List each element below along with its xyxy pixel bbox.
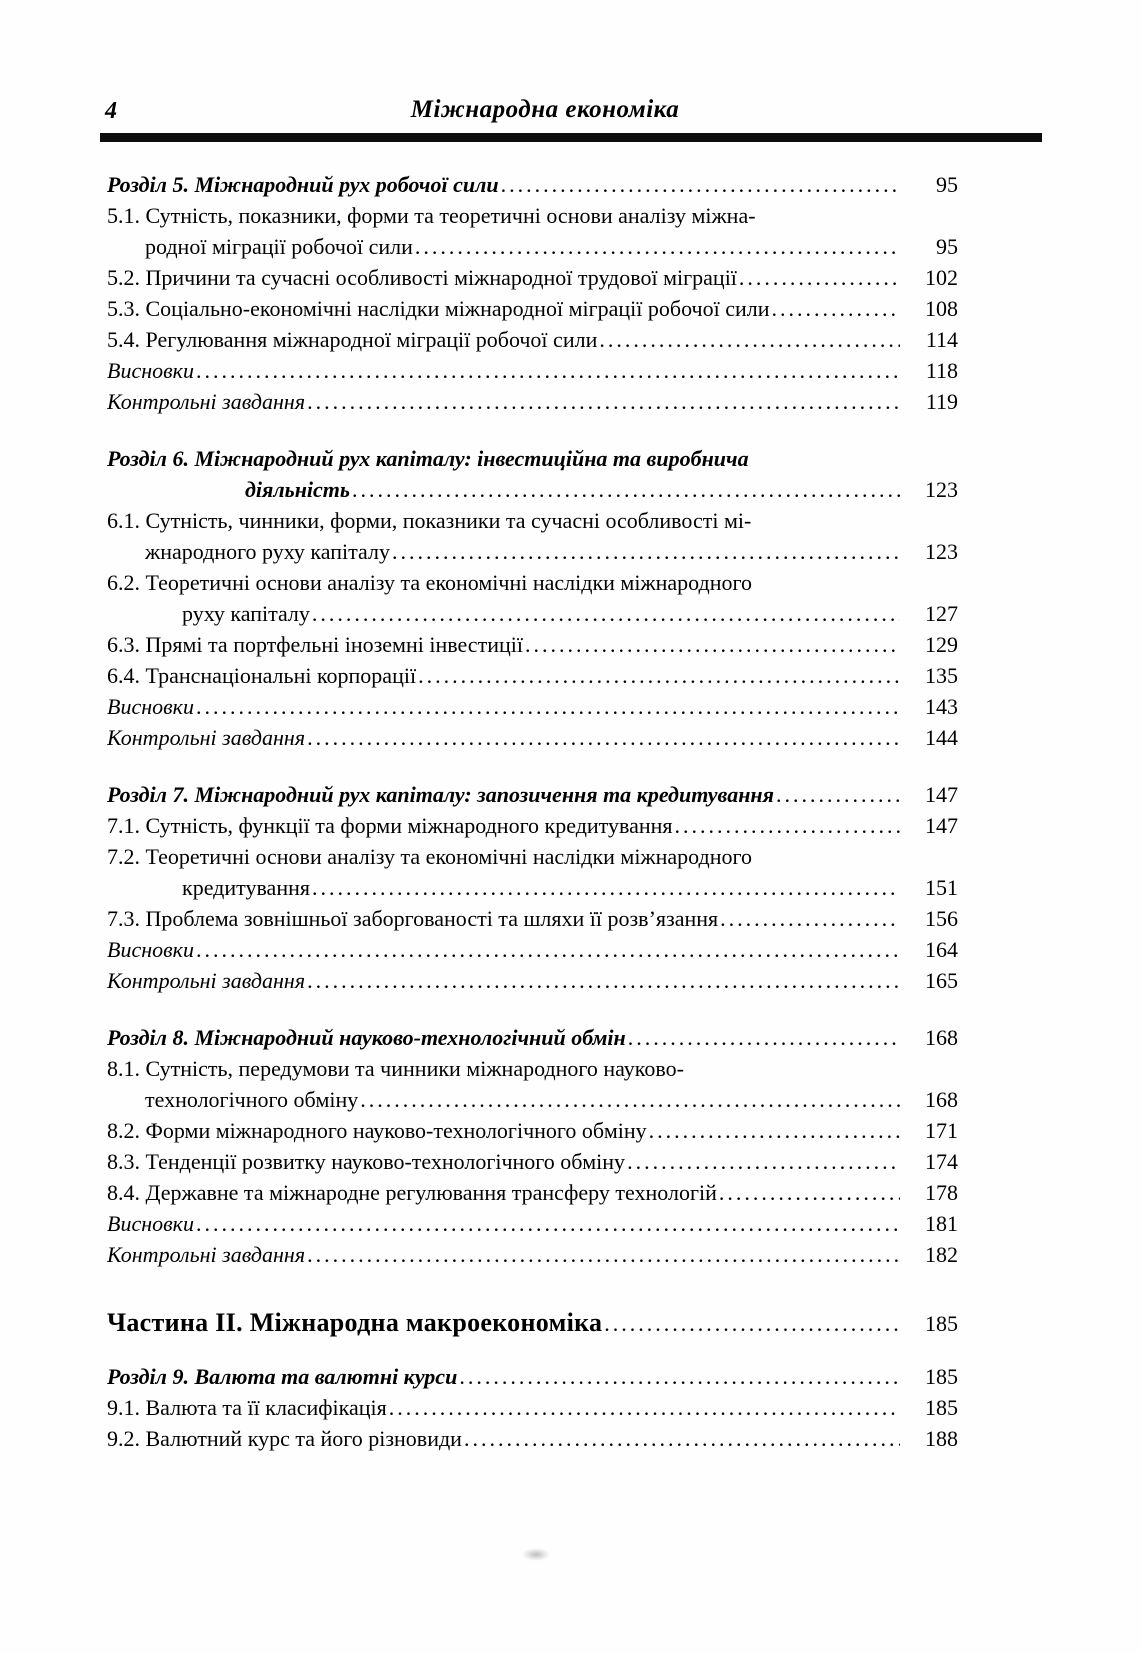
toc-line-text: 6.3. Прямі та портфельні іноземні інвестиції [107, 632, 523, 657]
toc-line [107, 1022, 958, 1053]
toc-line-text: Контрольні завдання [107, 1242, 306, 1267]
dot-leader [457, 1361, 900, 1392]
toc-page-number: 188 [925, 1426, 958, 1451]
toc-page-number: 143 [925, 694, 958, 719]
toc-line-text: 6.2. Теоретичні основи аналізу та економічні наслідки міжнародного [107, 570, 752, 595]
dot-leader [194, 691, 900, 722]
dot-leader [416, 660, 900, 691]
dot-leader [718, 903, 900, 934]
folio-page-number: 4 [105, 98, 117, 124]
toc-line [107, 1146, 958, 1177]
toc-line [107, 810, 958, 841]
toc-line [107, 1053, 958, 1084]
toc-line [107, 1208, 958, 1239]
toc-part-section [107, 1303, 958, 1344]
toc-line [107, 903, 958, 934]
toc-page-number: 102 [925, 265, 958, 290]
toc-page-number: 123 [925, 539, 958, 564]
toc-line [107, 293, 958, 324]
toc-page-number: 178 [925, 1180, 958, 1205]
toc-page-number: 156 [925, 906, 958, 931]
toc-page-number: 168 [925, 1087, 958, 1112]
toc-line-text: Частина II. Міжнародна макроекономіка [107, 1308, 603, 1337]
toc-line-text: Розділ 8. Міжнародний науково-технологічний обмін [107, 1025, 626, 1050]
toc [107, 169, 958, 1454]
toc-line [107, 474, 958, 505]
toc-chapter-section [107, 1022, 958, 1270]
toc-line-text: руху капіталу [182, 601, 310, 626]
toc-line-text: 8.3. Тенденції розвитку науково-технологічного обміну [107, 1149, 626, 1174]
toc-line [107, 505, 958, 536]
header-rule [100, 133, 1042, 142]
toc-line-text: кредитування [182, 875, 310, 900]
toc-page-number: 174 [925, 1149, 958, 1174]
dot-leader [625, 1146, 900, 1177]
toc-page-number: 164 [925, 937, 958, 962]
toc-line [107, 1239, 958, 1270]
toc-page-number: 182 [925, 1242, 958, 1267]
dot-leader [626, 1022, 900, 1053]
toc-line-text: 9.2. Валютний курс та його різновиди [107, 1426, 462, 1451]
toc-line-text: технологічного обміну [145, 1087, 359, 1112]
dot-leader [647, 1115, 900, 1146]
toc-line [107, 598, 958, 629]
toc-page-number: 123 [925, 477, 958, 502]
toc-line-text: Висновки [107, 1211, 194, 1236]
dot-leader [597, 324, 900, 355]
dot-leader [310, 872, 900, 903]
dot-leader [717, 1177, 900, 1208]
toc-page-number: 144 [925, 725, 958, 750]
toc-line-text: жнародного руху капіталу [145, 539, 390, 564]
toc-page-number: 147 [925, 782, 958, 807]
dot-leader [523, 629, 900, 660]
toc-line-text: 5.2. Причини та сучасні особливості міжнародної трудової міграції [107, 265, 737, 290]
toc-page-number: 95 [936, 172, 958, 197]
dot-leader [737, 262, 900, 293]
toc-chapter-section [107, 1361, 958, 1454]
toc-line [107, 841, 958, 872]
toc-line [107, 1392, 958, 1423]
toc-line-text: 7.3. Проблема зовнішньої заборгованості та шляхи її розв’язання [107, 906, 719, 931]
toc-chapter-section [107, 443, 958, 753]
toc-line-text: 8.1. Сутність, передумови та чинники міжнародного науково- [107, 1056, 684, 1081]
toc-line-text: 7.1. Сутність, функції та форми міжнародного кредитування [107, 813, 673, 838]
dot-leader [310, 598, 900, 629]
toc-line [107, 1423, 958, 1454]
toc-page-number: 185 [925, 1395, 958, 1420]
toc-page-number: 147 [925, 813, 958, 838]
toc-line [107, 169, 958, 200]
toc-line-text: 5.4. Регулювання міжнародної міграції робочої сили [107, 327, 598, 352]
toc-line [107, 231, 958, 262]
toc-page-number: 135 [925, 663, 958, 688]
toc-page-number: 127 [925, 601, 958, 626]
dot-leader [305, 965, 900, 996]
toc-line-text: 5.3. Соціально-економічні наслідки міжнародної міграції робочої сили [107, 296, 770, 321]
dot-leader [194, 934, 900, 965]
dot-leader [602, 1304, 900, 1344]
toc-line [107, 262, 958, 293]
page-header [100, 96, 990, 130]
dot-leader [462, 1423, 900, 1454]
toc-line [107, 443, 958, 474]
toc-line [107, 872, 958, 903]
toc-chapter-section [107, 779, 958, 996]
dot-leader [194, 355, 900, 386]
toc-page-number: 165 [925, 968, 958, 993]
toc-line [107, 1303, 958, 1344]
toc-line-text: родної міграції робочої сили [145, 234, 413, 259]
toc-line-text: 9.1. Валюта та її класифікація [107, 1395, 387, 1420]
toc-page-number: 185 [925, 1311, 958, 1336]
toc-line [107, 934, 958, 965]
toc-line-text: 8.4. Державне та міжнародне регулювання трансферу технологій [107, 1180, 717, 1205]
toc-page-number: 168 [925, 1025, 958, 1050]
toc-page-number: 108 [925, 296, 958, 321]
toc-line [107, 629, 958, 660]
toc-page-number: 129 [925, 632, 958, 657]
dot-leader [769, 293, 900, 324]
toc-line [107, 1177, 958, 1208]
toc-chapter-section [107, 169, 958, 417]
toc-line-text: Розділ 6. Міжнародний рух капіталу: інвестиційна та виробнича [107, 446, 749, 471]
dot-leader [499, 169, 900, 200]
toc-line [107, 691, 958, 722]
toc-line-text: Розділ 7. Міжнародний рух капіталу: запозичення та кредитування [107, 782, 774, 807]
toc-line [107, 779, 958, 810]
toc-line [107, 1361, 958, 1392]
toc-line-text: Контрольні завдання [107, 968, 306, 993]
toc-page-number: 181 [925, 1211, 958, 1236]
dot-leader [358, 1084, 900, 1115]
toc-line-text: Розділ 5. Міжнародний рух робочої сили [107, 172, 499, 197]
toc-page-number: 171 [925, 1118, 958, 1143]
toc-line-text: Розділ 9. Валюта та валютні курси [107, 1364, 458, 1389]
toc-line [107, 536, 958, 567]
toc-page-number: 114 [925, 327, 958, 352]
dot-leader [350, 474, 900, 505]
toc-page-number: 151 [925, 875, 958, 900]
toc-line-text: Висновки [107, 937, 194, 962]
dot-leader [673, 810, 900, 841]
toc-line [107, 386, 958, 417]
dot-leader [305, 722, 900, 753]
scan-smudge [522, 1548, 550, 1561]
dot-leader [390, 536, 900, 567]
dot-leader [774, 779, 900, 810]
toc-line-text: Контрольні завдання [107, 389, 306, 414]
toc-line [107, 567, 958, 598]
toc-line-text: 6.1. Сутність, чинники, форми, показники та сучасні особливості мі- [107, 508, 752, 533]
toc-line [107, 324, 958, 355]
toc-line [107, 722, 958, 753]
dot-leader [305, 1239, 900, 1270]
toc-line [107, 200, 958, 231]
dot-leader [387, 1392, 900, 1423]
toc-line-text: Висновки [107, 694, 194, 719]
toc-line [107, 965, 958, 996]
toc-page-number: 119 [925, 389, 958, 414]
running-title: Міжнародна економіка [410, 96, 680, 123]
toc-line-text: 5.1. Сутність, показники, форми та теоретичні основи аналізу міжна- [107, 203, 756, 228]
toc-page-number: 185 [925, 1364, 958, 1389]
toc-line-text: 8.2. Форми міжнародного науково-технологічного обміну [107, 1118, 647, 1143]
dot-leader [194, 1208, 900, 1239]
toc-line-text: Контрольні завдання [107, 725, 306, 750]
toc-line-text: 6.4. Транснаціональні корпорації [107, 663, 417, 688]
toc-line-text: діяльність [245, 477, 350, 502]
dot-leader [413, 231, 900, 262]
toc-line-text: Висновки [107, 358, 194, 383]
toc-line [107, 355, 958, 386]
toc-line [107, 1084, 958, 1115]
toc-line [107, 1115, 958, 1146]
dot-leader [305, 386, 900, 417]
toc-line [107, 660, 958, 691]
toc-page-number: 118 [925, 358, 958, 383]
toc-line-text: 7.2. Теоретичні основи аналізу та економічні наслідки міжнародного [107, 844, 752, 869]
toc-page-number: 95 [936, 234, 958, 259]
